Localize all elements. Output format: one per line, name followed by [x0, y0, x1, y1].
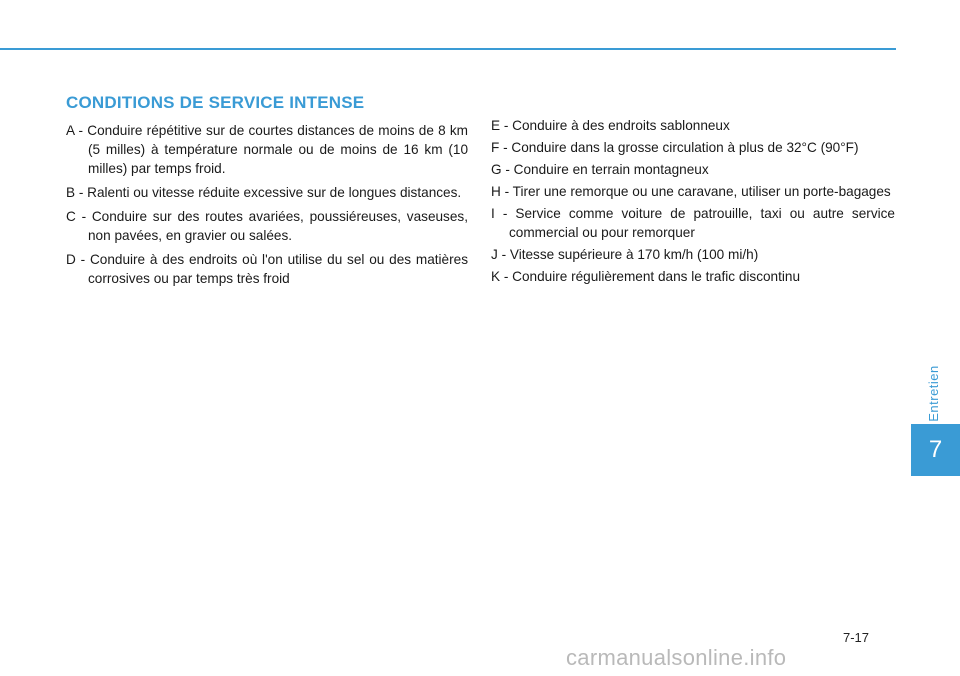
- list-item: D - Conduire à des endroits où l'on utilise du sel ou des matières corrosives ou par temps très froid: [66, 252, 468, 286]
- watermark: carmanualsonline.info: [566, 645, 787, 670]
- list-item: K - Conduire régulièrement dans le trafic discontinu: [491, 269, 801, 284]
- list-item: A - Conduire répétitive sur de courtes distances de moins de 8 km (5 milles) à température normale ou de moins de 16 km (10 milles) par temps froid.: [66, 123, 468, 176]
- list-item: H - Tirer une remorque ou une caravane, utiliser un porte-bagages: [491, 184, 891, 199]
- list-item: C - Conduire sur des routes avariées, poussiéreuses, vaseuses, non pavées, en gravier ou salées.: [66, 209, 468, 243]
- list-item: I - Service comme voiture de patrouille, taxi ou autre service commercial ou pour remorquer: [491, 206, 895, 240]
- chapter-side-label-text: Entretien: [925, 364, 941, 422]
- list-item: F - Conduire dans la grosse circulation à plus de 32°C (90°F): [491, 140, 859, 155]
- chapter-side-label: [921, 362, 945, 424]
- section-title: CONDITIONS DE SERVICE INTENSE: [66, 93, 365, 112]
- header-rule: [0, 48, 896, 50]
- conditions-list-left: [66, 121, 468, 293]
- list-item: G - Conduire en terrain montagneux: [491, 162, 709, 177]
- list-item: E - Conduire à des endroits sablonneux: [491, 118, 730, 133]
- list-item: B - Ralenti ou vitesse réduite excessive sur de longues distances.: [66, 185, 462, 200]
- conditions-list-right: [491, 116, 895, 289]
- chapter-tab: 7: [911, 424, 960, 476]
- page-number: 7-17: [843, 630, 870, 645]
- list-item: J - Vitesse supérieure à 170 km/h (100 mi/h): [491, 247, 759, 262]
